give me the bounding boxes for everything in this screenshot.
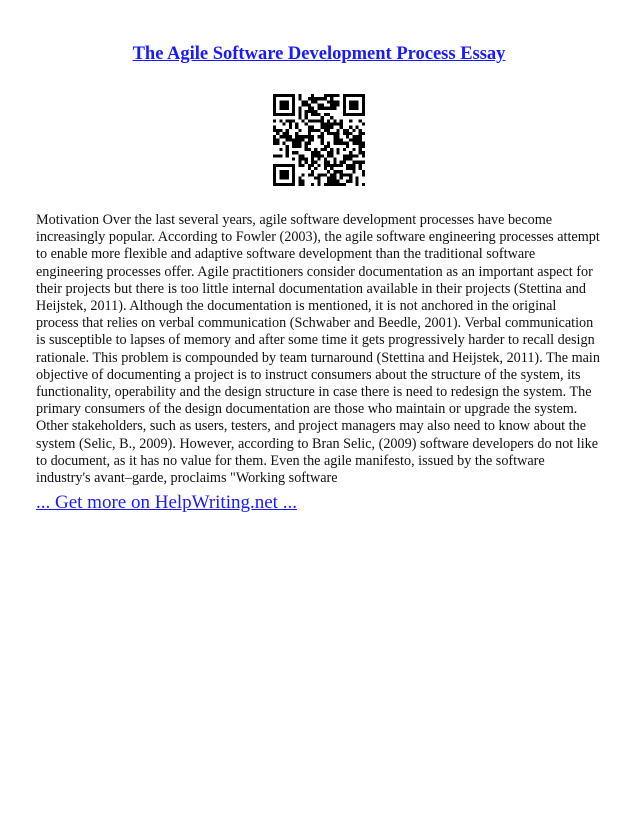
get-more-link[interactable]: ... Get more on HelpWriting.net ... bbox=[36, 492, 297, 513]
document-title-link[interactable]: The Agile Software Development Process Essay bbox=[132, 44, 506, 64]
essay-body-text: Motivation Over the last several years, agile software development processes have become increasingly popular. According to Fowler (2003), the agile software engineering processes attempt to enable more flexible and adaptive software development than the traditional software engineering processes offer. Agile practitioners consider documentation as an important aspect for their projects but there is too little internal documentation available in their projects (Stettina and Heijstek, 2011). Although the documentation is mentioned, it is not anchored in the original process that relies on verbal communication (Schwaber and Beedle, 2001). Verbal communication is susceptible to lapses of memory and after some time it gets progressively harder to recall design rationale. This problem is compounded by team turnaround (Stettina and Heijstek, 2011). The main objective of documenting a project is to instruct consumers about the structure of the system, its functionality, operability and the design structure in case there is need to redesign the system. The primary consumers of the design documentation are those who maintain or upgrade the system. Other stakeholders, such as users, testers, and project managers may also need to know about the system (Selic, B., 2009). However, according to Bran Selic, (2009) software developers do not like to document, as it has no value for them. Even the agile manifesto, issued by the software industry's avant–garde, proclaims "Working software bbox=[36, 212, 600, 487]
qr-code-icon bbox=[273, 94, 365, 186]
